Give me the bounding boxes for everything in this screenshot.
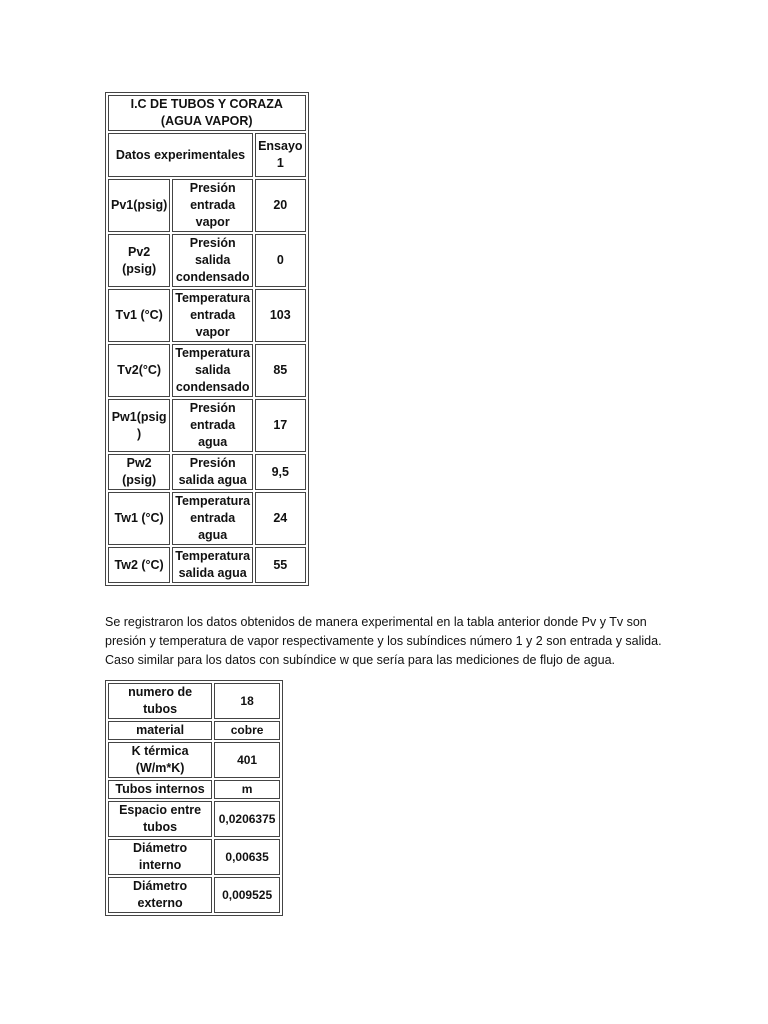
table-title-row	[108, 95, 306, 131]
property-value: 0,0206375	[214, 801, 280, 837]
row-symbol: Pv2 (psig)	[108, 234, 170, 287]
row-description: Presión salida agua	[172, 454, 253, 490]
table-row	[108, 780, 280, 799]
row-value: 55	[255, 547, 305, 583]
property-value: 18	[214, 683, 280, 719]
row-value: 85	[255, 344, 305, 397]
table-row	[108, 289, 306, 342]
row-description: Presión salida condensado	[172, 234, 253, 287]
row-value: 103	[255, 289, 305, 342]
property-value: 0,009525	[214, 877, 280, 913]
row-symbol: Tw1 (°C)	[108, 492, 170, 545]
row-symbol: Tv1 (°C)	[108, 289, 170, 342]
row-description: Presión entrada agua	[172, 399, 253, 452]
table-row	[108, 801, 280, 837]
experimental-data-table	[105, 92, 309, 586]
row-value: 9,5	[255, 454, 305, 490]
header-trial: Ensayo 1	[255, 133, 305, 177]
row-symbol: Tv2(°C)	[108, 344, 170, 397]
table-row	[108, 492, 306, 545]
table-row	[108, 877, 280, 913]
property-label: Tubos internos	[108, 780, 212, 799]
property-label: Diámetro externo	[108, 877, 212, 913]
tube-properties-table	[105, 680, 283, 916]
row-value: 17	[255, 399, 305, 452]
table-row	[108, 234, 306, 287]
table-header-row	[108, 133, 306, 177]
row-symbol: Pw1(psig )	[108, 399, 170, 452]
table-title: I.C DE TUBOS Y CORAZA (AGUA VAPOR)	[108, 95, 306, 131]
property-value: 0,00635	[214, 839, 280, 875]
property-label: material	[108, 721, 212, 740]
property-label: K térmica (W/m*K)	[108, 742, 212, 778]
table-row	[108, 179, 306, 232]
table-row	[108, 399, 306, 452]
table-row	[108, 683, 280, 719]
row-value: 0	[255, 234, 305, 287]
property-value: 401	[214, 742, 280, 778]
property-label: Espacio entre tubos	[108, 801, 212, 837]
table-row	[108, 742, 280, 778]
property-value: cobre	[214, 721, 280, 740]
header-label: Datos experimentales	[108, 133, 253, 177]
property-label: Diámetro interno	[108, 839, 212, 875]
row-description: Temperatura salida condensado	[172, 344, 253, 397]
row-value: 24	[255, 492, 305, 545]
explanation-paragraph: Se registraron los datos obtenidos de manera experimental en la tabla anterior donde Pv y Tv son presión y temperatura de vapor respectivamente y los subíndices número 1 y 2 son entrada y salida. Caso similar para los datos con subíndice w que sería para las mediciones de flujo de agua.	[105, 615, 662, 667]
row-description: Presión entrada vapor	[172, 179, 253, 232]
table-row	[108, 547, 306, 583]
table-row	[108, 344, 306, 397]
property-label: numero de tubos	[108, 683, 212, 719]
row-symbol: Pw2 (psig)	[108, 454, 170, 490]
row-value: 20	[255, 179, 305, 232]
property-value: m	[214, 780, 280, 799]
row-description: Temperatura salida agua	[172, 547, 253, 583]
row-description: Temperatura entrada agua	[172, 492, 253, 545]
row-symbol: Pv1(psig)	[108, 179, 170, 232]
row-symbol: Tw2 (°C)	[108, 547, 170, 583]
table-row	[108, 721, 280, 740]
row-description: Temperatura entrada vapor	[172, 289, 253, 342]
table-row	[108, 454, 306, 490]
table-row	[108, 839, 280, 875]
